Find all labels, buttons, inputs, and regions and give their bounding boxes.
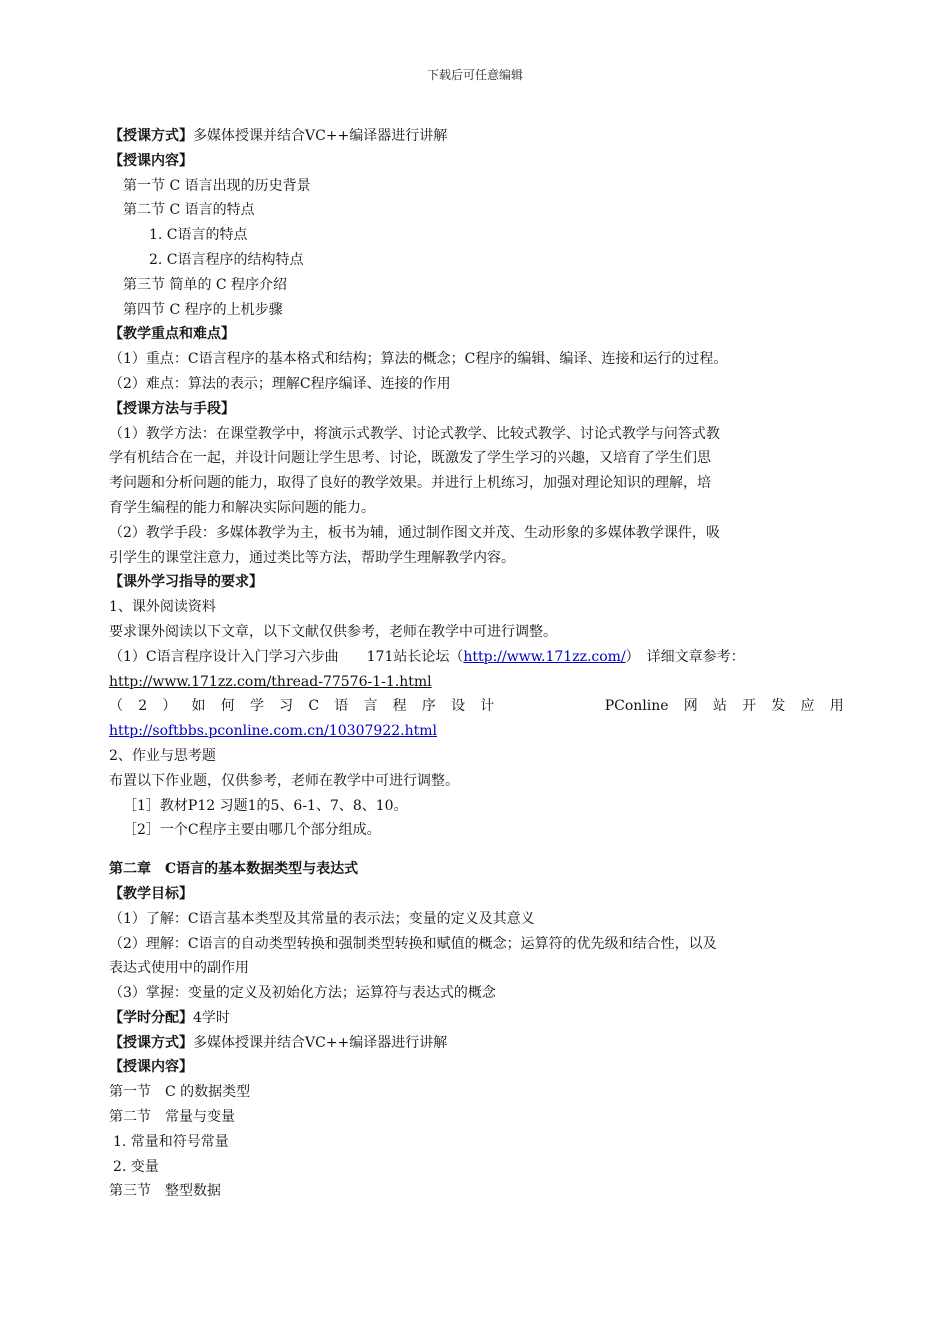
- goal-2-line-2: 表达式使用中的副作用: [109, 960, 249, 977]
- ref2-cell: 语: [334, 698, 349, 715]
- ref2-cell: ）: [162, 698, 177, 715]
- methods-1-line-2: 学有机结合在一起，并设计问题让学生思考、讨论，既激发了学生学习的兴趣，又培育了学生们思: [109, 450, 711, 467]
- ch2-section-3: 第三节 整型数据: [109, 1183, 221, 1200]
- section-1: 第一节 C 语言出现的历史背景: [123, 177, 311, 194]
- ref2-cell: 言: [363, 698, 378, 715]
- teaching-method-line: [109, 124, 844, 149]
- ref2-cell: 何: [220, 698, 235, 715]
- ch2-teaching-method-line: [109, 1031, 844, 1056]
- teaching-method-text: 多媒体授课并结合VC++编译器进行讲解: [193, 128, 448, 144]
- teaching-content-heading: 【授课内容】: [109, 152, 193, 169]
- page-header: 下载后可任意编辑: [426, 68, 523, 82]
- reference-1-after: ） 详细文章参考：: [625, 648, 745, 665]
- ref2-cell: 设: [451, 698, 466, 715]
- goal-2-line-1: （2）理解：C语言的自动类型转换和强制类型转换和赋值的概念；运算符的优先级和结合性，以及: [109, 935, 717, 952]
- ch2-section-1: 第一节 C 的数据类型: [109, 1084, 251, 1101]
- reference-2: [109, 694, 844, 719]
- key-points-heading: 【教学重点和难点】: [109, 326, 235, 343]
- ch2-section-2-item-1: 1. 常量和符号常量: [113, 1133, 229, 1150]
- reading-intro: 要求课外阅读以下文章，以下文献仅供参考，老师在教学中可进行调整。: [109, 623, 557, 640]
- homework-title: 2、作业与思考题: [109, 747, 216, 764]
- ref2-cell: 网: [683, 698, 698, 715]
- ref2-cell: 习: [279, 698, 294, 715]
- reference-2-url-line: [109, 719, 844, 744]
- reference-1-title: （1）C语言程序设计入门学习六步曲: [109, 648, 339, 665]
- section-4: 第四节 C 程序的上机步骤: [123, 301, 283, 318]
- methods-heading: 【授课方法与手段】: [109, 400, 235, 417]
- methods-2-line-2: 引学生的课堂注意力，通过类比等方法，帮助学生理解教学内容。: [109, 549, 515, 566]
- ch2-section-2: 第二节 常量与变量: [109, 1109, 235, 1126]
- ref2-cell: 程: [392, 698, 407, 715]
- reference-1-url-line: [109, 670, 844, 695]
- section-2-item-1: 1. C语言的特点: [149, 227, 248, 244]
- ref2-cell: 发: [771, 698, 786, 715]
- methods-1-line-4: 育学生编程的能力和解决实际问题的能力。: [109, 499, 375, 516]
- reference-2-link[interactable]: http://softbbs.pconline.com.cn/10307922.html: [109, 723, 437, 740]
- methods-1-line-1: （1）教学方法：在课堂教学中，将演示式教学、讨论式教学、比较式教学、讨论式教学与问答式教: [109, 425, 720, 442]
- ch2-teaching-method-heading: 【授课方式】: [109, 1034, 193, 1051]
- ref2-cell: 序: [421, 698, 436, 715]
- methods-1-line-3: 考问题和分析问题的能力，取得了良好的教学效果。并进行上机练习，加强对理论知识的理解，培: [109, 475, 711, 492]
- homework-intro: 布置以下作业题，仅供参考，老师在教学中可进行调整。: [109, 772, 459, 789]
- hours-line: [109, 1006, 844, 1031]
- section-2-item-2: 2. C语言程序的结构特点: [149, 251, 304, 268]
- ch2-section-2-item-2: 2. 变量: [113, 1158, 159, 1175]
- reference-1: [109, 645, 844, 670]
- methods-2-line-1: （2）教学手段：多媒体教学为主，板书为辅，通过制作图文并茂、生动形象的多媒体教学课件，吸: [109, 524, 720, 541]
- ref2-cell: 站: [712, 698, 727, 715]
- homework-item-2: ［2］一个C程序主要由哪几个部分组成。: [123, 822, 381, 839]
- section-3: 第三节 简单的 C 程序介绍: [123, 276, 288, 293]
- ref2-cell: 学: [249, 698, 264, 715]
- chapter-2-title: 第二章 C语言的基本数据类型与表达式: [109, 861, 359, 878]
- goals-heading: 【教学目标】: [109, 885, 193, 902]
- ref2-cell: 开: [742, 698, 757, 715]
- reading-title: 1、课外阅读资料: [109, 599, 216, 616]
- ch2-content-heading: 【授课内容】: [109, 1059, 193, 1076]
- goal-1: （1）了解：C语言基本类型及其常量的表示法；变量的定义及其意义: [109, 910, 535, 927]
- ref2-cell: 用: [829, 698, 844, 715]
- document-body: [109, 124, 844, 1204]
- ref2-cell: 计: [480, 698, 495, 715]
- ref2-cell: 应: [800, 698, 815, 715]
- ref2-cell: （: [109, 698, 123, 715]
- goal-3: （3）掌握：变量的定义及初始化方法；运算符与表达式的概念: [109, 985, 496, 1002]
- ref2-cell: PConline: [604, 698, 669, 715]
- ref2-cell: 如: [191, 698, 206, 715]
- guidance-heading: 【课外学习指导的要求】: [109, 574, 263, 591]
- ch2-teaching-method-text: 多媒体授课并结合VC++编译器进行讲解: [193, 1034, 448, 1051]
- teaching-method-heading: 【授课方式】: [109, 128, 193, 144]
- key-point-2: （2）难点：算法的表示；理解C程序编译、连接的作用: [109, 375, 451, 392]
- reference-1-link[interactable]: http://www.171zz.com/: [463, 648, 626, 665]
- reference-1-site: 171站长论坛（: [366, 648, 464, 665]
- ref2-cell: C: [308, 698, 320, 715]
- hours-text: 4学时: [193, 1009, 230, 1026]
- ref2-cell: 2: [138, 698, 148, 715]
- key-point-1: （1）重点：C语言程序的基本格式和结构；算法的概念；C程序的编辑、编译、连接和运行的过程。: [109, 351, 728, 368]
- section-2: 第二节 C 语言的特点: [123, 202, 255, 219]
- reference-1-article-link[interactable]: http://www.171zz.com/thread-77576-1-1.html: [109, 673, 432, 690]
- homework-item-1: ［1］教材P12 习题1的5、6-1、7、8、10。: [123, 797, 408, 814]
- hours-heading: 【学时分配】: [109, 1009, 193, 1026]
